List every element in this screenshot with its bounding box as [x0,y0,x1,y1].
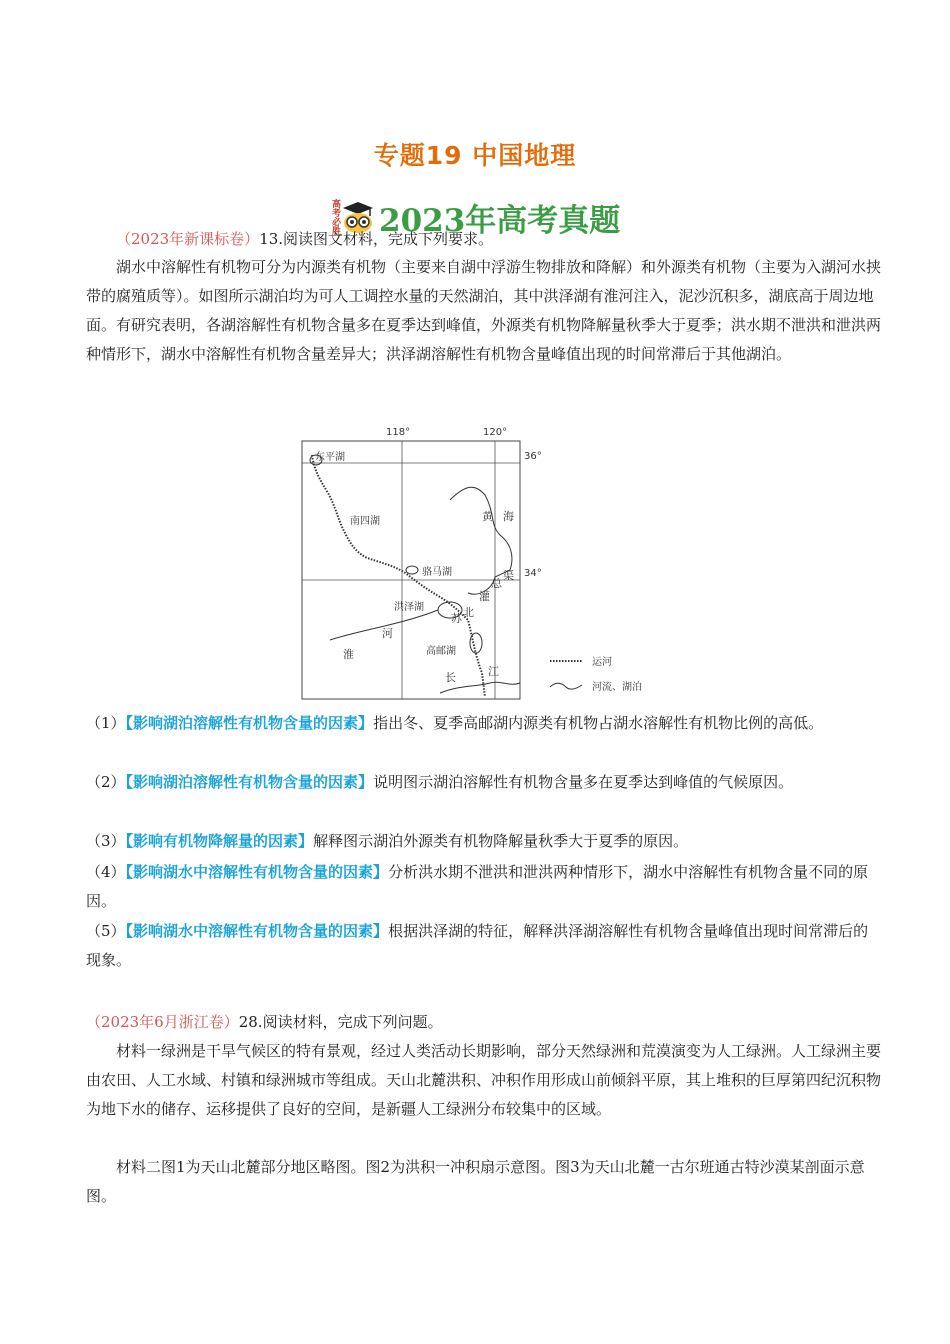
section2-material2: 材料二图1为天山北麓部分地区略图。图2为洪积一冲积扇示意图。图3为天山北麓一古尔班通古特沙漠某剖面示意图。 [86,1158,865,1205]
section2-header [86,1008,886,1037]
question-tag: 【影响湖泊溶解性有机物含量的因素】 [125,773,374,791]
question-number: （1） [86,714,126,732]
question-text: 说明图示湖泊溶解性有机物含量多在夏季达到峰值的气候原因。 [373,773,794,791]
lat-label-36: 36° [524,451,542,462]
place-label-jiang: 江 [488,665,499,678]
section1-intro: 13.阅读图文材料，完成下列要求。 [259,230,494,248]
place-label-hai: 海 [503,510,514,523]
question-tag: 【影响湖泊溶解性有机物含量的因素】 [125,714,374,732]
legend-river-label: 河流、湖泊 [592,682,642,693]
section1-material: 湖水中溶解性有机物可分为内源类有机物（主要来自湖中浮游生物排放和降解）和外源类有机物（主要为入湖河水挟带的腐殖质等）。如图所示湖泊均为可人工调控水量的天然湖泊，其中洪泽湖有淮河注入，泥沙沉积多，湖底高于周边地面。有研究表明，各湖溶解性有机物含量多在夏季达到峰值，外源类有机物降解量秋季大于夏季；洪水期不泄洪和泄洪两种情形下，湖水中溶解性有机物含量差异大；洪泽湖溶解性有机物含量峰值出现的时间常滞后于其他湖泊。 [86,258,882,363]
lon-label-120: 120° [483,427,508,438]
section1-header [86,225,886,254]
place-label-chang: 长 [445,671,456,684]
section2-material1: 材料一绿洲是干旱气候区的特有景观，经过人类活动长期影响，部分天然绿洲和荒漠演变为人工绿洲。人工绿洲主要由农田、人工水域、村镇和绿洲城市等组成。天山北麓洪积、冲积作用形成山前倾斜平原，其上堆积的巨厚第四纪沉积物为地下水的储存、运移提供了良好的空间，是新疆人工绿洲分布较集中的区域。 [86,1042,882,1118]
place-label-huang: 黄 [482,510,493,523]
question-3 [86,827,876,856]
place-label-zong: 总 [491,577,502,590]
section2-intro: 28.阅读材料，完成下列问题。 [238,1013,443,1031]
question-number: （2） [86,773,126,791]
question-number: （5） [86,922,126,940]
section2-source: （2023年6月浙江卷） [86,1013,239,1031]
lake-label-dongping: 东平湖 [315,452,345,463]
question-text: 指出冬、夏季高邮湖内源类有机物占湖水溶解性有机物比例的高低。 [373,714,824,732]
question-text: 解释图示湖泊外源类有机物降解量秋季大于夏季的原因。 [313,832,689,850]
question-text: 分析洪水期不泄洪和泄洪两种情形下，湖水中溶解性有机物含量不同的原因。 [86,863,869,910]
lake-label-luoma: 骆马湖 [422,567,452,578]
question-number: （4） [86,863,126,881]
lake-map [300,425,660,705]
question-tag: 【影响有机物降解量的因素】 [125,832,314,850]
question-1 [86,709,876,738]
question-tag: 【影响湖水中溶解性有机物含量的因素】 [125,922,389,940]
banner-side-text: 高考必胜 [330,199,340,235]
page-title: 专题19 中国地理 [373,141,577,170]
legend-canal-label: 运河 [592,657,612,668]
banner-text: 2023年高考真题 [379,202,621,239]
question-4 [86,858,876,916]
question-tag: 【影响湖水中溶解性有机物含量的因素】 [125,863,389,881]
lake-label-gaoyou: 高邮湖 [426,646,456,657]
place-label-guan: 灌 [479,590,490,603]
place-label-bei: 北 [463,606,474,619]
place-label-huai: 淮 [343,648,354,661]
place-label-he: 河 [382,627,393,640]
lon-label-118: 118° [386,427,411,438]
lake-map-svg [300,425,660,705]
question-text: 根据洪泽湖的特征，解释洪泽湖溶解性有机物含量峰值出现时间常滞后的现象。 [86,922,869,969]
place-label-qu: 渠 [503,569,514,582]
lake-label-hongze: 洪泽湖 [394,602,424,613]
lat-label-34: 34° [524,568,542,579]
place-label-su: 苏 [451,612,462,625]
legend-river-symbol [550,683,582,689]
lake-label-nansi: 南四湖 [350,516,380,527]
question-5 [86,917,876,975]
section1-source: （2023年新课标卷） [116,230,260,248]
question-2 [86,768,876,797]
question-number: （3） [86,832,126,850]
